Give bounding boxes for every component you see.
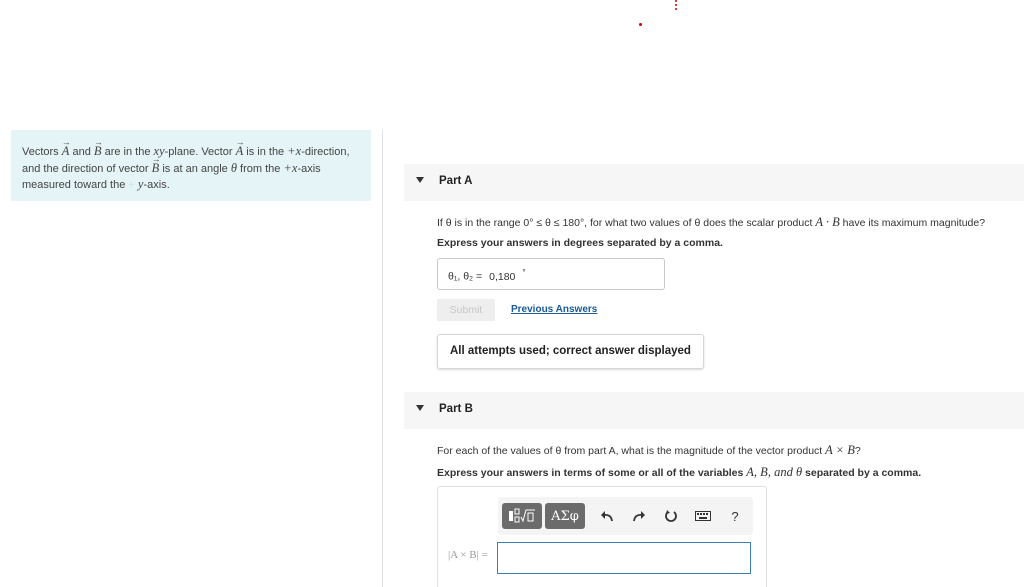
collapse-caret-icon[interactable] bbox=[416, 177, 424, 183]
math-toolbar bbox=[498, 497, 753, 535]
part-a-question: If θ is in the range 0° ≤ θ ≤ 180°, for what two values of θ does the scalar product A · B have its maximum magnitude? bbox=[437, 215, 986, 229]
column-divider bbox=[382, 130, 383, 587]
template-sqrt-icon[interactable] bbox=[502, 503, 542, 529]
collapse-caret-icon[interactable] bbox=[416, 405, 424, 411]
part-b-header[interactable] bbox=[404, 392, 1024, 429]
indicator-dot bbox=[639, 23, 642, 26]
help-button[interactable]: ? bbox=[731, 508, 739, 524]
part-b-title: Part B bbox=[439, 403, 473, 415]
keyboard-icon[interactable] bbox=[692, 503, 714, 529]
feedback-message: All attempts used; correct answer displayed bbox=[437, 334, 704, 369]
answer-label: θ₁, θ₂ = bbox=[448, 270, 483, 283]
part-a-instruction: Express your answers in degrees separated by a comma. bbox=[437, 237, 723, 249]
answer-value: 0,180 bbox=[489, 270, 516, 283]
submit-button[interactable]: Submit bbox=[437, 299, 495, 321]
part-b-question: For each of the values of θ from part A, what is the magnitude of the vector product A × B? bbox=[437, 443, 861, 457]
part-a-answer-field[interactable] bbox=[437, 258, 665, 290]
redo-icon[interactable] bbox=[628, 503, 650, 529]
reset-icon[interactable] bbox=[660, 503, 682, 529]
greek-symbols-button[interactable]: ΑΣφ bbox=[545, 503, 585, 529]
part-b-answer-input[interactable] bbox=[497, 542, 751, 574]
answer-unit: ° bbox=[522, 268, 526, 277]
undo-icon[interactable] bbox=[596, 503, 618, 529]
part-b-answer-label: |A × B| = bbox=[448, 549, 488, 561]
part-b-instruction: Express your answers in terms of some or all of the variables A, B, and θ separated by a comma. bbox=[437, 465, 922, 479]
part-a-title: Part A bbox=[439, 175, 473, 187]
problem-statement: Vectors → A and → B are in the xy-plane. Vector → A is in the +x-direction, and the direction of vector → B is at an angle θ from the +x-axis measured toward the + y-axis. bbox=[11, 130, 371, 201]
previous-answers-link[interactable]: Previous Answers bbox=[511, 304, 598, 315]
part-a-header[interactable] bbox=[404, 164, 1024, 201]
overflow-menu-icon[interactable] bbox=[675, 0, 678, 12]
